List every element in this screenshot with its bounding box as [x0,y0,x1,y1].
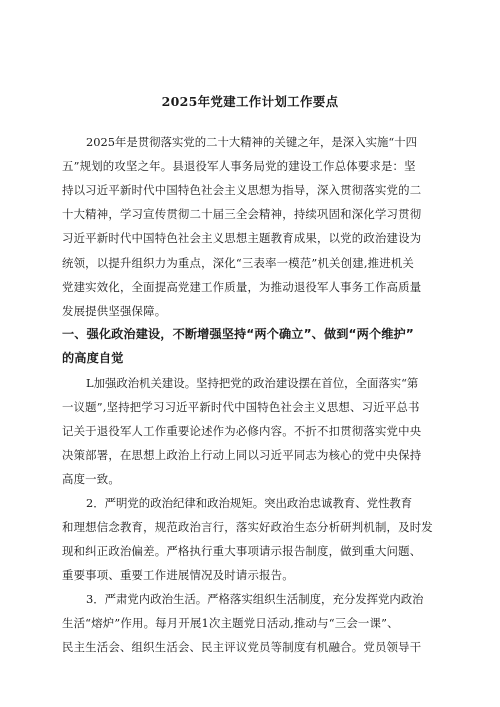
item1-line-4: 决策部署，在思想上政治上行动上同以习近平同志为核心的党中央保持 [62,448,422,462]
item1-line-3: 记关于退役军人工作重要论述作为必修内容。不折不扣贯彻落实党中央 [62,424,422,438]
item1-line-5: 高度一致。 [62,472,120,486]
item1-line-2: 一议题”,坚持把学习习近平新时代中国特色社会主义思想、习近平总书 [62,400,420,414]
intro-line-1: 2025年是贯彻落实党的二十大精神的关键之年，是深入实施“十四 [86,135,417,149]
item1-line-1: L加强政治机关建设。坚持把党的政治建设摆在首位，全面落实“第 [86,376,419,390]
section-heading-line-1: 一、强化政治建设，不断增强坚持“两个确立”、做到“两个维护” [62,327,414,341]
item2-line-4: 重要事项、重要工作进展情况及时请示报告。 [62,568,294,582]
item3-line-2: 生活“熔炉”作用。每月开展1次主题党日活动,推动与“三会一课”、 [62,616,399,630]
item2-line-2: 和理想信念教育，规范政治言行，落实好政治生态分析研判机制，及时发 [62,520,433,534]
section-heading-line-2: 的高度自觉 [62,351,124,365]
document-title: 2025年党建工作计划工作要点 [161,94,339,109]
item2-line-1: 2．严明党的政治纪律和政治规矩。突出政治忠诚教育、党性教育 [86,496,413,510]
intro-line-4: 十大精神，学习宣传贯彻二十届三全会精神，持续巩固和深化学习贯彻 [62,207,422,221]
item2-line-3: 现和纠正政治偏差。严格执行重大事项请示报告制度，做到重大问题、 [62,544,422,558]
item3-line-1: 3．严肃党内政治生活。严格落实组织生活制度，充分发挥党内政治 [86,592,424,606]
item3-line-3: 民主生活会、组织生活会、民主评议党员等制度有机融合。党员领导干 [62,640,422,654]
intro-line-8: 发展提供坚强保障。 [62,304,167,318]
intro-line-2: 五”规划的攻坚之年。县退役军人事务局党的建设工作总体要求是：坚 [62,159,416,173]
intro-line-3: 持以习近平新时代中国特色社会主义思想为指导，深入贯彻落实党的二 [62,183,422,197]
intro-line-6: 统领，以提升组织力为重点，深化“三表率一模范”机关创建,推进机关 [62,256,414,270]
intro-line-7: 党建实效化，全面提高党建工作质量，为推动退役军人事务工作高质量 [62,280,422,294]
intro-line-5: 习近平新时代中国特色社会主义思想主题教育成果，以党的政治建设为 [62,231,422,245]
